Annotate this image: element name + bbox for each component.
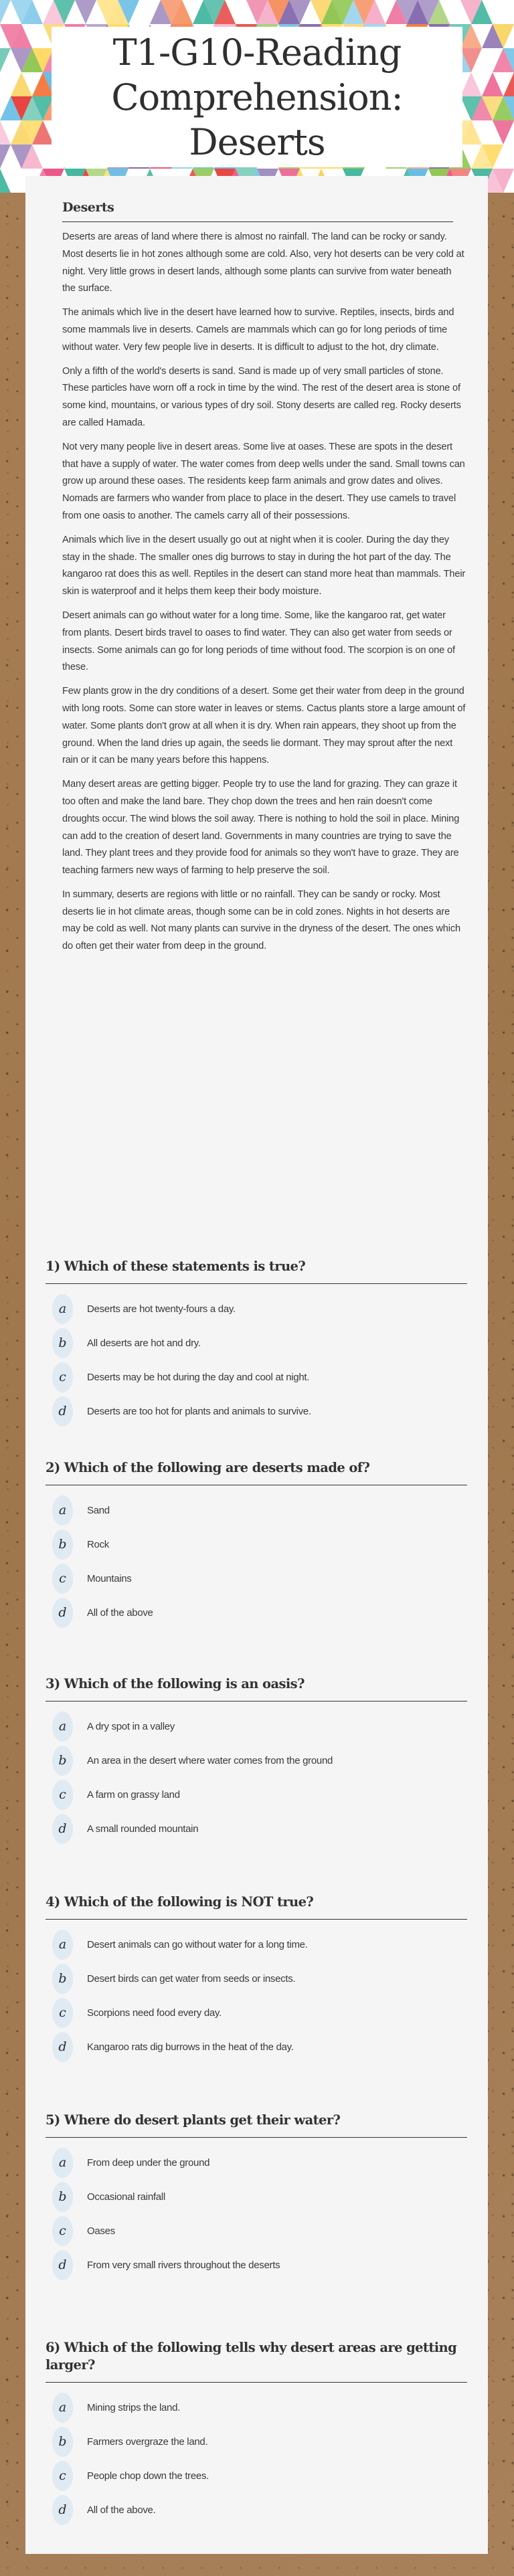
- option-letter-badge: d: [52, 1396, 73, 1427]
- option-text: From deep under the ground: [87, 2156, 210, 2169]
- option-a[interactable]: [46, 1293, 467, 1324]
- option-text: Deserts are hot twenty-fours a day.: [87, 1303, 236, 1315]
- passage-title: Deserts: [62, 200, 453, 222]
- option-text: A dry spot in a valley: [87, 1720, 175, 1732]
- option-text: Mining strips the land.: [87, 2401, 181, 2413]
- option-text: People chop down the trees.: [87, 2470, 209, 2482]
- option-text: Oases: [87, 2225, 115, 2237]
- question-5: [46, 2112, 467, 2284]
- option-text: Rock: [87, 1538, 109, 1550]
- option-a[interactable]: [46, 2392, 467, 2423]
- option-c[interactable]: [46, 1362, 467, 1392]
- option-letter-badge: b: [52, 1964, 73, 1994]
- option-text: Mountains: [87, 1572, 132, 1584]
- option-d[interactable]: [46, 1813, 467, 1844]
- option-a[interactable]: [46, 2147, 467, 2178]
- question-2: [46, 1459, 467, 1631]
- option-text: Farmers overgraze the land.: [87, 2435, 208, 2448]
- option-b[interactable]: [46, 2426, 467, 2457]
- page-title: T1-G10-Reading Comprehension: Deserts: [111, 31, 403, 163]
- passage-paragraph: Deserts are areas of land where there is almost no rainfall. The land can be rocky or sandy. Most deserts lie in hot zones although some are cold. Also, very hot deserts can be very cold at night. Very little grows in desert lands, although some plants can survive from water beneath the surface.: [62, 232, 464, 294]
- option-c[interactable]: [46, 2215, 467, 2246]
- answer-options: [46, 2138, 467, 2280]
- title-box: [52, 27, 462, 167]
- answer-options: [46, 2383, 467, 2525]
- option-text: Kangaroo rats dig burrows in the heat of the day.: [87, 2041, 294, 2053]
- question-6: [46, 2339, 467, 2528]
- option-letter-badge: c: [52, 2461, 73, 2491]
- option-b[interactable]: [46, 1529, 467, 1560]
- question-title: 4) Which of the following is NOT true?: [46, 1894, 467, 1920]
- option-letter-badge: a: [52, 2393, 73, 2423]
- option-letter-badge: b: [52, 2182, 73, 2212]
- question-title: 3) Which of the following is an oasis?: [46, 1675, 467, 1701]
- option-d[interactable]: [46, 1396, 467, 1427]
- option-letter-badge: d: [52, 1598, 73, 1628]
- option-c[interactable]: [46, 2460, 467, 2491]
- option-a[interactable]: [46, 1495, 467, 1526]
- option-letter-badge: a: [52, 1294, 73, 1324]
- option-letter-badge: d: [52, 2032, 73, 2062]
- option-b[interactable]: [46, 1745, 467, 1776]
- option-text: Deserts may be hot during the day and cool at night.: [87, 1371, 310, 1383]
- option-a[interactable]: [46, 1711, 467, 1742]
- option-letter-badge: d: [52, 2250, 73, 2280]
- option-letter-badge: b: [52, 1328, 73, 1358]
- option-letter-badge: b: [52, 2427, 73, 2457]
- answer-options: [46, 1920, 467, 2062]
- option-c[interactable]: [46, 1997, 467, 2028]
- option-letter-badge: d: [52, 2495, 73, 2525]
- option-d[interactable]: [46, 2494, 467, 2525]
- option-letter-badge: b: [52, 1530, 73, 1560]
- question-title: 5) Where do desert plants get their water?: [46, 2112, 467, 2138]
- option-letter-badge: c: [52, 1564, 73, 1594]
- option-text: A small rounded mountain: [87, 1823, 199, 1835]
- passage-paragraph: Many desert areas are getting bigger. People try to use the land for grazing. They can graze it too often and make the land bare. They chop down the trees and hen rain doesn't come droughts occur. The wind blows the soil away. There is nothing to hold the soil in place. Mining can add to the creation of desert land. Governments in many countries are trying to save the land. They plant trees and they provide food for animals so they won't have to graze. They are teaching farmers new ways of farming to help preserve the soil.: [62, 779, 460, 877]
- option-d[interactable]: [46, 2031, 467, 2062]
- question-1: [46, 1258, 467, 1430]
- option-letter-badge: a: [52, 1712, 73, 1742]
- question-title: 1) Which of these statements is true?: [46, 1258, 467, 1284]
- passage-paragraph: Animals which live in the desert usually go out at night when it is cooler. During the day they stay in the shade. The smaller ones dig burrows to stay in during the hot part of the day. The kangaroo rat does this as well. Reptiles in the desert can stand more heat than mammals. Their skin is waterproof and it helps them keep their body moisture.: [62, 534, 466, 597]
- passage-paragraph: Only a fifth of the world's deserts is sand. Sand is made up of very small particles of stone. These particles have worn off a rock in time by the wind. The rest of the desert area is stone of some kind, mountains, or various types of dry soil. Stony deserts are called reg. Rocky deserts are called Hamada.: [62, 365, 461, 428]
- option-text: Scorpions need food every day.: [87, 2007, 222, 2019]
- passage-paragraph: Desert animals can go without water for a long time. Some, like the kangaroo rat, get water from plants. Desert birds travel to oases to find water. They can also get water from seeds or insects. Some animals can go for long periods of time without food. The scorpion is on one of these.: [62, 610, 455, 673]
- option-letter-badge: c: [52, 1362, 73, 1392]
- option-b[interactable]: [46, 1963, 467, 1994]
- content-card: [25, 176, 488, 2554]
- option-text: A farm on grassy land: [87, 1788, 180, 1801]
- answer-options: [46, 1485, 467, 1628]
- option-letter-badge: c: [52, 2216, 73, 2246]
- option-text: All deserts are hot and dry.: [87, 1337, 201, 1349]
- option-d[interactable]: [46, 1597, 467, 1628]
- option-b[interactable]: [46, 1327, 467, 1358]
- question-title: 2) Which of the following are deserts made of?: [46, 1459, 467, 1485]
- header-banner: [0, 0, 514, 193]
- question-title: 6) Which of the following tells why desert areas are getting larger?: [46, 2339, 467, 2383]
- option-text: All of the above.: [87, 2504, 156, 2516]
- option-text: Desert birds can get water from seeds or insects.: [87, 1972, 296, 1985]
- option-letter-badge: a: [52, 1495, 73, 1526]
- option-text: Deserts are too hot for plants and animals to survive.: [87, 1405, 311, 1417]
- passage-paragraph: Few plants grow in the dry conditions of a desert. Some get their water from deep in the ground with long roots. Some can store water in leaves or stems. Cactus plants store a large amount of water. Some plants don't grow at all when it is dry. When rain appears, they shoot up from the ground. When the land dries up again, the seeds lie dormant. They may sprout after the next rain or it can be many years before this happens.: [62, 686, 466, 766]
- option-text: An area in the desert where water comes from the ground: [87, 1754, 333, 1766]
- passage-paragraph: The animals which live in the desert have learned how to survive. Reptiles, insects, birds and some mammals live in deserts. Camels are mammals which can go for long periods of time without water. Very few people live in deserts. It is difficult to adjust to the hot, dry climate.: [62, 307, 454, 353]
- passage-body: [62, 229, 466, 955]
- answer-options: [46, 1284, 467, 1427]
- reading-passage: [62, 200, 466, 962]
- passage-paragraph: Not very many people live in desert areas. Some live at oases. These are spots in the desert that have a supply of water. The water comes from deep wells under the sand. Small towns can grow up around these oases. The residents keep farm animals and grow dates and olives. Nomads are farmers who wander from place to place in the desert. They use camels to travel from one oasis to another. The camels carry all of their possessions.: [62, 441, 465, 521]
- option-letter-badge: b: [52, 1746, 73, 1776]
- option-letter-badge: c: [52, 1998, 73, 2028]
- option-text: All of the above: [87, 1606, 153, 1619]
- option-letter-badge: a: [52, 1930, 73, 1960]
- option-letter-badge: c: [52, 1780, 73, 1810]
- question-4: [46, 1894, 467, 2065]
- option-c[interactable]: [46, 1563, 467, 1594]
- option-a[interactable]: [46, 1929, 467, 1960]
- option-text: Desert animals can go without water for a long time.: [87, 1938, 308, 1950]
- option-b[interactable]: [46, 2181, 467, 2212]
- passage-paragraph: In summary, deserts are regions with little or no rainfall. They can be sandy or rocky. Most deserts lie in hot climate areas, though some can be in cold zones. Nights in hot deserts are may be cold as well. Not many plants can survive in the dryness of the desert. The ones which do often get their water from deep in the ground.: [62, 889, 460, 952]
- option-letter-badge: d: [52, 1814, 73, 1844]
- option-text: Sand: [87, 1504, 110, 1516]
- option-text: Occasional rainfall: [87, 2191, 165, 2203]
- answer-options: [46, 1701, 467, 1844]
- option-d[interactable]: [46, 2249, 467, 2280]
- question-3: [46, 1675, 467, 1847]
- option-c[interactable]: [46, 1779, 467, 1810]
- option-letter-badge: a: [52, 2148, 73, 2178]
- option-text: From very small rivers throughout the deserts: [87, 2259, 280, 2271]
